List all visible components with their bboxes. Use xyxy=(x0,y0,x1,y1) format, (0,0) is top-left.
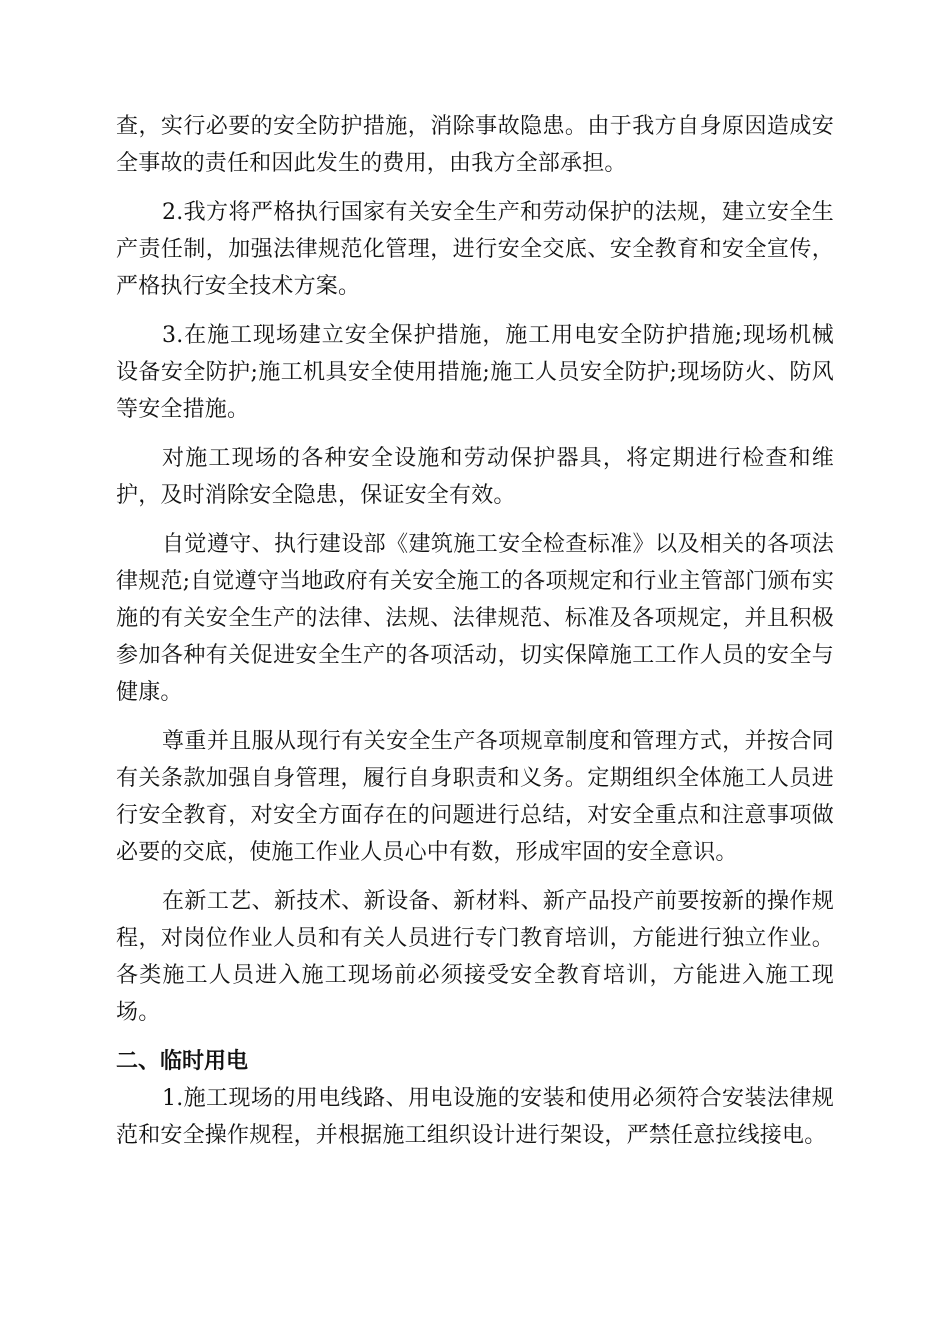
paragraph-regulations: 尊重并且服从现行有关安全生产各项规章制度和管理方式，并按合同有关条款加强自身管理，履行自身职责和义务。定期组织全体施工人员进行安全教育，对安全方面存在的问题进行总结，对安全重点和注意事项做必要的交底，使施工作业人员心中有数，形成牢固的安全意识。 xyxy=(116,729,834,865)
paragraph-training: 在新工艺、新技术、新设备、新材料、新产品投产前要按新的操作规程，对岗位作业人员和有关人员进行专门教育培训，方能进行独立作业。各类施工人员进入施工现场前必须接受安全教育培训，方能进入施工现场。 xyxy=(116,889,834,1025)
paragraph-item-3: 3.在施工现场建立安全保护措施，施工用电安全防护措施;现场机械设备安全防护;施工机具安全使用措施;施工人员安全防护;现场防火、防风等安全措施。 xyxy=(116,323,834,422)
document-page xyxy=(116,108,834,1154)
paragraph-compliance: 自觉遵守、执行建设部《建筑施工安全检查标准》以及相关的各项法律规范;自觉遵守当地政府有关安全施工的各项规定和行业主管部门颁布实施的有关安全生产的法律、法规、法律规范、标准及各项规定，并且积极参加各种有关促进安全生产的各项活动，切实保障施工工作人员的安全与健康。 xyxy=(116,532,835,705)
paragraph-electricity-1: 1.施工现场的用电线路、用电设施的安装和使用必须符合安装法律规范和安全操作规程，并根据施工组织设计进行架设，严禁任意拉线接电。 xyxy=(116,1086,834,1148)
paragraph-continued: 查，实行必要的安全防护措施，消除事故隐患。由于我方自身原因造成安全事故的责任和因此发生的费用，由我方全部承担。 xyxy=(116,114,834,176)
paragraph-item-2: 2.我方将严格执行国家有关安全生产和劳动保护的法规，建立安全生产责任制，加强法律规范化管理，进行安全交底、安全教育和安全宣传，严格执行安全技术方案。 xyxy=(116,200,834,299)
section-heading: 二、临时用电 xyxy=(116,1049,249,1074)
paragraph-inspection: 对施工现场的各种安全设施和劳动保护器具，将定期进行检查和维护，及时消除安全隐患，保证安全有效。 xyxy=(116,446,834,508)
